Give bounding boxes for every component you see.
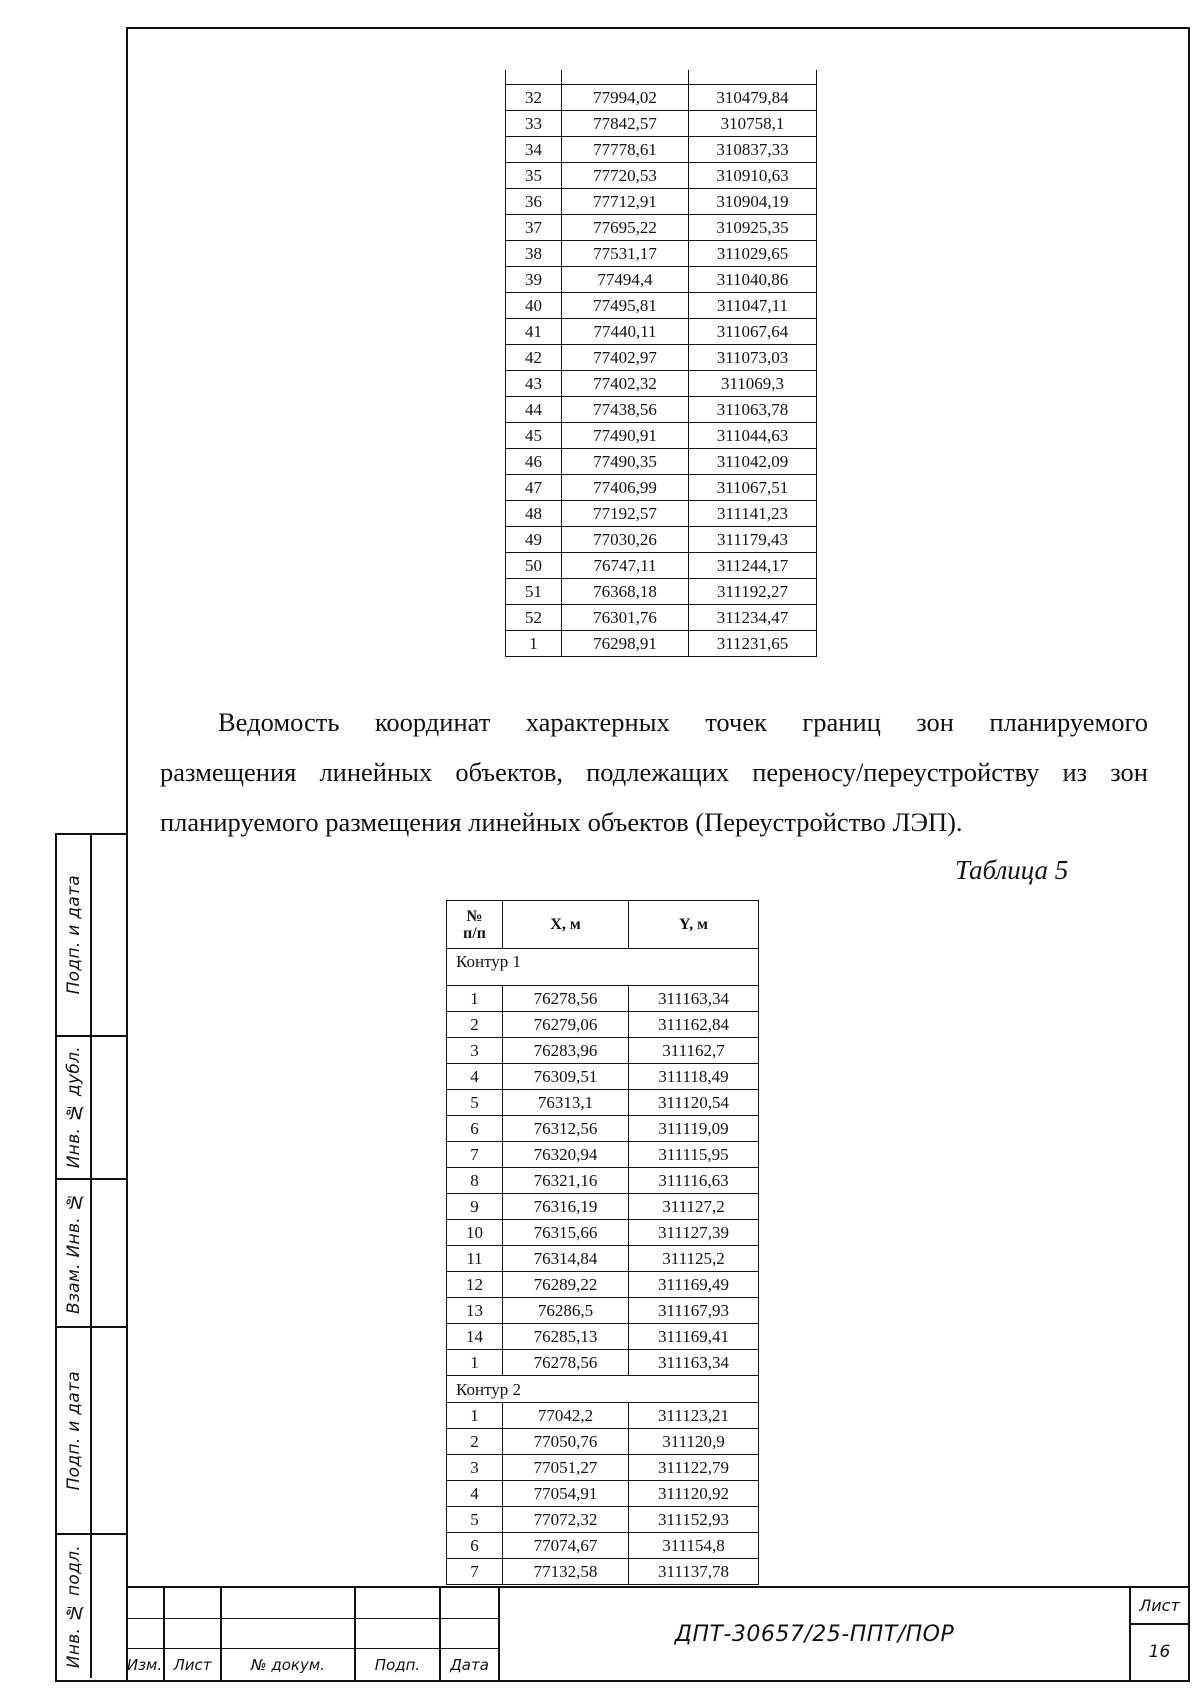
point-number-header xyxy=(447,901,503,949)
x-coordinate-cell: 77440,11 xyxy=(562,318,689,344)
y-coordinate-cell: 311169,49 xyxy=(629,1272,759,1298)
x-coordinate-cell: 77490,91 xyxy=(562,422,689,448)
point-number-cell: 35 xyxy=(506,162,562,188)
side-stamp-label: Подп. и дата xyxy=(63,1370,84,1491)
table-row xyxy=(506,370,817,396)
side-stamp-row xyxy=(57,1037,128,1180)
table-row xyxy=(506,474,817,500)
paragraph-line: размещения линейных объектов, подлежащих переносу/переустройству из зон xyxy=(160,757,1148,787)
point-number-cell: 14 xyxy=(447,1324,503,1350)
table-row xyxy=(447,1533,759,1559)
y-coordinate-cell: 311120,92 xyxy=(629,1481,759,1507)
side-stamp-value-cell xyxy=(92,1535,128,1678)
x-coordinate-cell: 77438,56 xyxy=(562,396,689,422)
revision-cell xyxy=(356,1588,441,1619)
y-coordinate-cell: 311162,84 xyxy=(629,1012,759,1038)
point-number-cell: 37 xyxy=(506,214,562,240)
point-number-cell: 5 xyxy=(447,1507,503,1533)
point-number-cell: 7 xyxy=(447,1142,503,1168)
x-coordinate-cell: 77192,57 xyxy=(562,500,689,526)
y-coordinate-cell: 311123,21 xyxy=(629,1403,759,1429)
table-row xyxy=(506,552,817,578)
point-number-cell: 44 xyxy=(506,396,562,422)
table-row xyxy=(447,1064,759,1090)
point-number-cell: 7 xyxy=(447,1559,503,1585)
table-row xyxy=(506,604,817,630)
table-header-row xyxy=(447,901,759,949)
table-row xyxy=(506,110,817,136)
table-continuation-cell xyxy=(562,70,689,84)
table-continuation-cell xyxy=(506,70,562,84)
point-number-cell: 1 xyxy=(447,1403,503,1429)
table-row xyxy=(506,292,817,318)
side-stamp-label-cell xyxy=(57,1328,92,1533)
contour-header-row xyxy=(447,1376,759,1403)
coordinates-table xyxy=(446,900,759,1585)
table-row xyxy=(447,1559,759,1585)
point-number-cell: 47 xyxy=(506,474,562,500)
y-coordinate-cell: 311137,78 xyxy=(629,1559,759,1585)
y-coordinate-cell: 311169,41 xyxy=(629,1324,759,1350)
x-coordinate-cell: 76321,16 xyxy=(503,1168,629,1194)
point-number-cell: 32 xyxy=(506,84,562,110)
y-coordinate-cell: 311067,64 xyxy=(689,318,817,344)
revision-cell xyxy=(222,1588,356,1619)
x-coordinate-cell: 76368,18 xyxy=(562,578,689,604)
revision-label-document: № докум. xyxy=(222,1649,356,1680)
sheet-number: 16 xyxy=(1148,1641,1171,1662)
table-row xyxy=(447,1272,759,1298)
point-number-cell: 43 xyxy=(506,370,562,396)
x-coordinate-cell: 76314,84 xyxy=(503,1246,629,1272)
side-stamp xyxy=(55,833,128,1682)
side-stamp-label-cell xyxy=(57,1180,92,1326)
point-number-cell: 41 xyxy=(506,318,562,344)
x-coordinate-cell: 77072,32 xyxy=(503,1507,629,1533)
x-coordinate-cell: 77494,4 xyxy=(562,266,689,292)
x-coordinate-cell: 76747,11 xyxy=(562,552,689,578)
x-coordinate-cell: 77720,53 xyxy=(562,162,689,188)
y-coordinate-cell: 311067,51 xyxy=(689,474,817,500)
y-coordinate-cell: 310479,84 xyxy=(689,84,817,110)
table-row xyxy=(506,422,817,448)
point-number-cell: 1 xyxy=(447,1350,503,1376)
y-coordinate-cell: 311127,39 xyxy=(629,1220,759,1246)
point-number-cell: 39 xyxy=(506,266,562,292)
revision-cell xyxy=(356,1619,441,1649)
table-row xyxy=(447,1246,759,1272)
x-coordinate-cell: 76278,56 xyxy=(503,1350,629,1376)
x-coordinate-cell: 77402,32 xyxy=(562,370,689,396)
y-coordinate-cell: 311192,27 xyxy=(689,578,817,604)
y-coordinate-cell: 311122,79 xyxy=(629,1455,759,1481)
side-stamp-value-cell xyxy=(92,835,128,1035)
point-number-cell: 13 xyxy=(447,1298,503,1324)
x-coordinate-cell: 76285,13 xyxy=(503,1324,629,1350)
table-row xyxy=(447,1168,759,1194)
table-row xyxy=(447,1194,759,1220)
x-coordinate-cell: 76313,1 xyxy=(503,1090,629,1116)
point-number-cell: 8 xyxy=(447,1168,503,1194)
x-coordinate-cell: 77994,02 xyxy=(562,84,689,110)
revision-label-sheet: Лист xyxy=(165,1649,222,1680)
side-stamp-value-cell xyxy=(92,1037,128,1178)
point-number-cell: 4 xyxy=(447,1481,503,1507)
x-coordinate-cell: 77490,35 xyxy=(562,448,689,474)
y-coordinate-cell: 311162,7 xyxy=(629,1038,759,1064)
x-coordinate-cell: 77402,97 xyxy=(562,344,689,370)
y-coordinate-cell: 311073,03 xyxy=(689,344,817,370)
table-row xyxy=(447,1038,759,1064)
point-number-cell: 1 xyxy=(447,986,503,1012)
y-coordinate-cell: 311179,43 xyxy=(689,526,817,552)
point-number-cell: 46 xyxy=(506,448,562,474)
y-coordinate-cell: 311042,09 xyxy=(689,448,817,474)
x-coordinate-cell: 76301,76 xyxy=(562,604,689,630)
point-number-cell: 2 xyxy=(447,1429,503,1455)
point-number-cell: 6 xyxy=(447,1116,503,1142)
table-row xyxy=(506,84,817,110)
table-row xyxy=(506,448,817,474)
x-coordinate-cell: 77042,2 xyxy=(503,1403,629,1429)
document-designation: ДПТ-30657/25-ППТ/ПОР xyxy=(674,1621,955,1647)
y-coordinate-cell: 311040,86 xyxy=(689,266,817,292)
table-row xyxy=(447,1298,759,1324)
x-coordinate-cell: 77050,76 xyxy=(503,1429,629,1455)
point-number-cell: 33 xyxy=(506,110,562,136)
y-coordinate-cell: 311069,3 xyxy=(689,370,817,396)
table-row xyxy=(506,266,817,292)
table-row xyxy=(506,240,817,266)
point-number-cell: 42 xyxy=(506,344,562,370)
point-number-cell: 5 xyxy=(447,1090,503,1116)
contour-header-row xyxy=(447,949,759,986)
table-row xyxy=(506,214,817,240)
table-row xyxy=(506,630,817,656)
table-caption: Таблица 5 xyxy=(955,855,1069,885)
table-row xyxy=(447,1142,759,1168)
contour-title: Контур 1 xyxy=(447,949,759,986)
revision-cell xyxy=(165,1588,222,1619)
revision-label-date: Дата xyxy=(441,1649,500,1680)
point-number-cell: 10 xyxy=(447,1220,503,1246)
revision-cell xyxy=(126,1619,165,1649)
y-coordinate-cell: 311044,63 xyxy=(689,422,817,448)
point-number-cell: 40 xyxy=(506,292,562,318)
x-coordinate-cell: 76312,56 xyxy=(503,1116,629,1142)
table-row xyxy=(447,1350,759,1376)
table-row xyxy=(506,396,817,422)
point-number-cell: 3 xyxy=(447,1455,503,1481)
x-coordinate-cell: 77074,67 xyxy=(503,1533,629,1559)
side-stamp-row xyxy=(57,835,128,1037)
x-coordinate-cell: 76278,56 xyxy=(503,986,629,1012)
x-coordinate-cell: 76315,66 xyxy=(503,1220,629,1246)
table-row xyxy=(447,1403,759,1429)
x-coordinate-cell: 76286,5 xyxy=(503,1298,629,1324)
side-stamp-label: Подп. и дата xyxy=(63,875,84,995)
y-coordinate-cell: 311167,93 xyxy=(629,1298,759,1324)
y-coordinate-cell: 311115,95 xyxy=(629,1142,759,1168)
y-coordinate-cell: 311116,63 xyxy=(629,1168,759,1194)
table-row xyxy=(447,1481,759,1507)
y-coordinate-cell: 311163,34 xyxy=(629,986,759,1012)
y-coordinate-cell: 311152,93 xyxy=(629,1507,759,1533)
y-coordinate-cell: 311063,78 xyxy=(689,396,817,422)
sheet-number-box xyxy=(1129,1588,1188,1680)
x-coordinate-cell: 77495,81 xyxy=(562,292,689,318)
y-coordinate-cell: 311163,34 xyxy=(629,1350,759,1376)
y-coordinate-cell: 311029,65 xyxy=(689,240,817,266)
x-coordinate-cell: 77054,91 xyxy=(503,1481,629,1507)
revision-table xyxy=(126,1588,500,1680)
x-coordinate-cell: 76283,96 xyxy=(503,1038,629,1064)
y-coordinate-cell: 310904,19 xyxy=(689,188,817,214)
point-number-cell: 36 xyxy=(506,188,562,214)
revision-cell xyxy=(441,1619,500,1649)
x-coordinate-header: X, м xyxy=(503,901,629,949)
table-row xyxy=(447,1090,759,1116)
point-number-cell: 34 xyxy=(506,136,562,162)
paragraph-line: планируемого размещения линейных объектов (Переустройство ЛЭП). xyxy=(160,807,963,837)
side-stamp-label: Инв. № дубл. xyxy=(63,1046,84,1169)
x-coordinate-cell: 77406,99 xyxy=(562,474,689,500)
table-description-paragraph xyxy=(160,697,1148,847)
point-number-cell: 3 xyxy=(447,1038,503,1064)
y-coordinate-cell: 311141,23 xyxy=(689,500,817,526)
y-coordinate-cell: 311154,8 xyxy=(629,1533,759,1559)
table-row xyxy=(447,986,759,1012)
point-number-cell: 12 xyxy=(447,1272,503,1298)
x-coordinate-cell: 77132,58 xyxy=(503,1559,629,1585)
x-coordinate-cell: 77531,17 xyxy=(562,240,689,266)
table-row xyxy=(506,162,817,188)
x-coordinate-cell: 77695,22 xyxy=(562,214,689,240)
y-coordinate-cell: 310925,35 xyxy=(689,214,817,240)
revision-label-signature: Подп. xyxy=(356,1649,441,1680)
side-stamp-row xyxy=(57,1180,128,1328)
table-row xyxy=(506,344,817,370)
y-coordinate-cell: 311120,54 xyxy=(629,1090,759,1116)
table-row xyxy=(447,1220,759,1246)
x-coordinate-cell: 76289,22 xyxy=(503,1272,629,1298)
x-coordinate-cell: 77842,57 xyxy=(562,110,689,136)
revision-cell xyxy=(441,1588,500,1619)
point-number-cell: 6 xyxy=(447,1533,503,1559)
table-row xyxy=(447,1324,759,1350)
table-continuation-row xyxy=(506,70,817,84)
x-coordinate-cell: 76309,51 xyxy=(503,1064,629,1090)
point-number-header-line1: № xyxy=(466,907,483,925)
point-number-cell: 11 xyxy=(447,1246,503,1272)
x-coordinate-cell: 76279,06 xyxy=(503,1012,629,1038)
table-row xyxy=(506,526,817,552)
y-coordinate-cell: 310837,33 xyxy=(689,136,817,162)
side-stamp-value-cell xyxy=(92,1328,128,1533)
y-coordinate-cell: 311118,49 xyxy=(629,1064,759,1090)
point-number-cell: 50 xyxy=(506,552,562,578)
x-coordinate-cell: 77051,27 xyxy=(503,1455,629,1481)
table-row xyxy=(506,500,817,526)
point-number-cell: 49 xyxy=(506,526,562,552)
point-number-cell: 52 xyxy=(506,604,562,630)
point-number-cell: 51 xyxy=(506,578,562,604)
point-number-cell: 4 xyxy=(447,1064,503,1090)
y-coordinate-cell: 311119,09 xyxy=(629,1116,759,1142)
y-coordinate-cell: 311127,2 xyxy=(629,1194,759,1220)
side-stamp-row xyxy=(57,1535,128,1678)
table-row xyxy=(506,188,817,214)
revision-cell xyxy=(165,1619,222,1649)
y-coordinate-cell: 311120,9 xyxy=(629,1429,759,1455)
table-row xyxy=(506,136,817,162)
contour-title: Контур 2 xyxy=(447,1376,759,1403)
point-number-header-line2: п/п xyxy=(463,924,486,942)
paragraph-line: Ведомость координат характерных точек границ зон планируемого xyxy=(218,707,1148,737)
side-stamp-value-cell xyxy=(92,1180,128,1326)
x-coordinate-cell: 76298,91 xyxy=(562,630,689,656)
side-stamp-label: Взам. Инв. № xyxy=(63,1191,84,1315)
y-coordinate-cell: 310910,63 xyxy=(689,162,817,188)
revision-cell xyxy=(126,1588,165,1619)
point-number-cell: 48 xyxy=(506,500,562,526)
sheet-label: Лист xyxy=(1131,1588,1188,1625)
side-stamp-label-cell xyxy=(57,1535,92,1678)
x-coordinate-cell: 76320,94 xyxy=(503,1142,629,1168)
y-coordinate-cell: 311231,65 xyxy=(689,630,817,656)
coordinates-table-continued xyxy=(505,70,817,657)
y-coordinate-cell: 311234,47 xyxy=(689,604,817,630)
revision-cell xyxy=(222,1619,356,1649)
table-row xyxy=(506,578,817,604)
point-number-cell: 1 xyxy=(506,630,562,656)
side-stamp-label-cell xyxy=(57,835,92,1035)
x-coordinate-cell: 77712,91 xyxy=(562,188,689,214)
table-row xyxy=(447,1012,759,1038)
y-coordinate-cell: 311047,11 xyxy=(689,292,817,318)
table-row xyxy=(447,1455,759,1481)
side-stamp-label: Инв. № подл. xyxy=(63,1544,84,1669)
point-number-cell: 45 xyxy=(506,422,562,448)
table-row xyxy=(447,1116,759,1142)
side-stamp-label-cell xyxy=(57,1037,92,1178)
y-coordinate-cell: 311125,2 xyxy=(629,1246,759,1272)
table-continuation-cell xyxy=(689,70,817,84)
y-coordinate-cell: 310758,1 xyxy=(689,110,817,136)
x-coordinate-cell: 77030,26 xyxy=(562,526,689,552)
x-coordinate-cell: 77778,61 xyxy=(562,136,689,162)
table-row xyxy=(447,1429,759,1455)
point-number-cell: 9 xyxy=(447,1194,503,1220)
y-coordinate-header: Y, м xyxy=(629,901,759,949)
table-row xyxy=(447,1507,759,1533)
revision-label-change: Изм. xyxy=(126,1649,165,1680)
table-row xyxy=(506,318,817,344)
x-coordinate-cell: 76316,19 xyxy=(503,1194,629,1220)
point-number-cell: 2 xyxy=(447,1012,503,1038)
side-stamp-row xyxy=(57,1328,128,1535)
y-coordinate-cell: 311244,17 xyxy=(689,552,817,578)
point-number-cell: 38 xyxy=(506,240,562,266)
